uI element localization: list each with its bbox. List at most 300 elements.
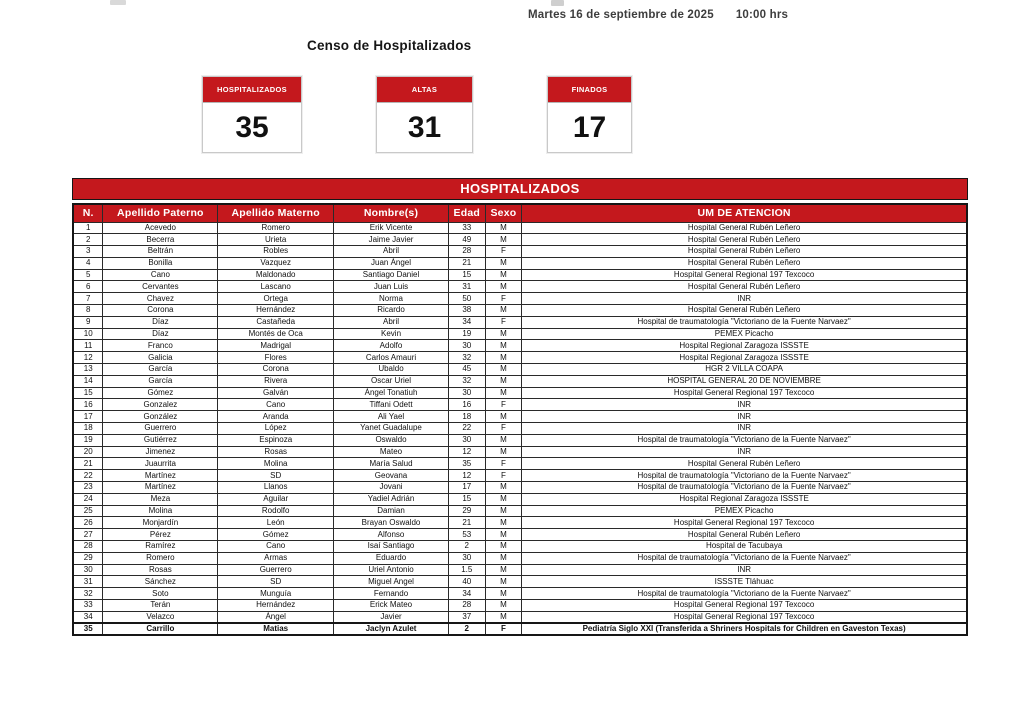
cropped-logo-artifact (551, 0, 564, 6)
table-cell: Eduardo (334, 552, 449, 564)
stat-card-label: FINADOS (548, 77, 631, 103)
table-cell: 14 (73, 375, 103, 387)
table-cell: Robles (218, 246, 334, 258)
page-title: Censo de Hospitalizados (307, 38, 472, 53)
table-cell: Aguilar (218, 493, 334, 505)
table-row (73, 493, 967, 505)
table-cell: 15 (73, 387, 103, 399)
table-cell: M (485, 234, 522, 246)
table-cell: Kevin (334, 328, 449, 340)
table-cell: Flores (218, 352, 334, 364)
table-cell: Ramírez (103, 541, 218, 553)
table-cell: Corona (103, 305, 218, 317)
table-cell: Díaz (103, 316, 218, 328)
table-cell: Hospital General Rubén Leñero (522, 458, 967, 470)
table-cell: 33 (73, 600, 103, 612)
table-cell: M (485, 281, 522, 293)
table-cell: Hospital General Rubén Leñero (522, 246, 967, 258)
table-cell: HOSPITAL GENERAL 20 DE NOVIEMBRE (522, 375, 967, 387)
table-cell: M (485, 364, 522, 376)
table-cell: 30 (448, 552, 485, 564)
table-cell: Gonzalez (103, 399, 218, 411)
table-cell: Matias (218, 623, 334, 635)
table-cell: 49 (448, 234, 485, 246)
table-cell: M (485, 269, 522, 281)
table-cell: Hospital General Regional 197 Texcoco (522, 517, 967, 529)
table-cell: Tiffani Odett (334, 399, 449, 411)
table-cell: M (485, 600, 522, 612)
table-row (73, 458, 967, 470)
column-header-edad: Edad (448, 204, 485, 222)
table-cell: 29 (448, 505, 485, 517)
table-cell: Hospital General Regional 197 Texcoco (522, 269, 967, 281)
table-row (73, 423, 967, 435)
table-cell: 22 (73, 470, 103, 482)
table-cell: 28 (448, 246, 485, 258)
census-table-section (72, 178, 968, 636)
table-cell: 19 (448, 328, 485, 340)
table-cell: 30 (448, 340, 485, 352)
table-cell: 5 (73, 269, 103, 281)
table-cell: Terán (103, 600, 218, 612)
table-cell: M (485, 588, 522, 600)
table-cell: 28 (73, 541, 103, 553)
table-cell: Hospital de traumatología "Victoriano de la Fuente Narvaez" (522, 482, 967, 494)
table-cell: León (218, 517, 334, 529)
table-cell: Yadiel Adrián (334, 493, 449, 505)
table-cell: Hospital Regional Zaragoza ISSSTE (522, 352, 967, 364)
table-cell: 12 (448, 446, 485, 458)
table-cell: F (485, 470, 522, 482)
table-cell: 21 (448, 257, 485, 269)
table-row (73, 411, 967, 423)
table-cell: Rosas (103, 564, 218, 576)
report-dateline (528, 9, 788, 21)
table-cell: PEMEX Picacho (522, 505, 967, 517)
table-row (73, 234, 967, 246)
table-cell: Carlos Amauri (334, 352, 449, 364)
table-cell: 1 (73, 222, 103, 234)
table-cell: M (485, 493, 522, 505)
table-cell: 12 (448, 470, 485, 482)
table-header-row (73, 204, 967, 222)
table-cell: Hospital de traumatología "Victoriano de la Fuente Narvaez" (522, 588, 967, 600)
table-cell: Abril (334, 246, 449, 258)
table-cell: Jovani (334, 482, 449, 494)
table-cell: Lascano (218, 281, 334, 293)
table-cell: M (485, 611, 522, 623)
table-cell: Oscar Uriel (334, 375, 449, 387)
table-cell: Ángel Tonatiuh (334, 387, 449, 399)
table-cell: Martínez (103, 482, 218, 494)
table-cell: Hospital Regional Zaragoza ISSSTE (522, 493, 967, 505)
table-cell: 38 (448, 305, 485, 317)
table-cell: 12 (73, 352, 103, 364)
table-row (73, 257, 967, 269)
stat-card-label: HOSPITALIZADOS (203, 77, 301, 103)
table-row (73, 541, 967, 553)
table-cell: Llanos (218, 482, 334, 494)
stat-card-value: 17 (572, 111, 607, 144)
table-cell: F (485, 458, 522, 470)
table-cell: Ángel (218, 611, 334, 623)
table-cell: Juan Luis (334, 281, 449, 293)
table-cell: SD (218, 576, 334, 588)
table-cell: 34 (73, 611, 103, 623)
table-cell: González (103, 411, 218, 423)
table-cell: F (485, 293, 522, 305)
column-header-n: N. (73, 204, 103, 222)
table-cell: Norma (334, 293, 449, 305)
table-cell: M (485, 375, 522, 387)
table-cell: Espinoza (218, 434, 334, 446)
table-cell: 35 (73, 623, 103, 635)
report-time: 10:00 hrs (735, 9, 789, 21)
table-cell: Hospital General Rubén Leñero (522, 305, 967, 317)
table-cell: Hospital de traumatología "Victoriano de la Fuente Narvaez" (522, 434, 967, 446)
table-cell: Hospital de Tacubaya (522, 541, 967, 553)
stat-card-hospitalizados (202, 76, 302, 153)
table-cell: López (218, 423, 334, 435)
table-cell: 21 (73, 458, 103, 470)
table-cell: Ricardo (334, 305, 449, 317)
table-cell: 26 (73, 517, 103, 529)
table-cell: Molina (218, 458, 334, 470)
table-cell: 15 (448, 269, 485, 281)
table-row (73, 505, 967, 517)
table-cell: García (103, 375, 218, 387)
table-cell: 7 (73, 293, 103, 305)
table-cell: 32 (448, 375, 485, 387)
table-row (73, 399, 967, 411)
table-cell: Hospital General Regional 197 Texcoco (522, 387, 967, 399)
column-header-um-de-atencion: UM DE ATENCION (522, 204, 967, 222)
table-cell: M (485, 505, 522, 517)
table-cell: 45 (448, 364, 485, 376)
table-cell: Hospital de traumatología "Victoriano de la Fuente Narvaez" (522, 470, 967, 482)
table-cell: 13 (73, 364, 103, 376)
table-cell: Javier (334, 611, 449, 623)
table-row (73, 588, 967, 600)
table-cell: 28 (448, 600, 485, 612)
table-cell: 33 (448, 222, 485, 234)
table-cell: Fernando (334, 588, 449, 600)
table-cell: Vazquez (218, 257, 334, 269)
table-cell: M (485, 541, 522, 553)
table-cell: 53 (448, 529, 485, 541)
table-cell: Gómez (103, 387, 218, 399)
table-cell: Juaurrita (103, 458, 218, 470)
table-cell: Armas (218, 552, 334, 564)
table-cell: Galicia (103, 352, 218, 364)
stat-card-value: 31 (407, 111, 442, 144)
table-cell: 27 (73, 529, 103, 541)
table-cell: Abril (334, 316, 449, 328)
table-cell: 1.5 (448, 564, 485, 576)
table-cell: 10 (73, 328, 103, 340)
table-cell: INR (522, 564, 967, 576)
table-row (73, 246, 967, 258)
table-row (73, 375, 967, 387)
table-cell: Jaclyn Azulet (334, 623, 449, 635)
table-cell: García (103, 364, 218, 376)
table-cell: 3 (73, 246, 103, 258)
table-cell: F (485, 246, 522, 258)
table-row (73, 269, 967, 281)
stat-card-label: ALTAS (377, 77, 472, 103)
table-row (73, 446, 967, 458)
table-cell: 9 (73, 316, 103, 328)
table-row (73, 281, 967, 293)
table-cell: Rosas (218, 446, 334, 458)
table-cell: 6 (73, 281, 103, 293)
table-cell: Soto (103, 588, 218, 600)
table-cell: 24 (73, 493, 103, 505)
table-cell: 2 (73, 234, 103, 246)
table-cell: 18 (73, 423, 103, 435)
table-cell: M (485, 222, 522, 234)
table-cell: M (485, 434, 522, 446)
table-cell: Brayan Oswaldo (334, 517, 449, 529)
table-cell: Geovana (334, 470, 449, 482)
table-cell: Cano (103, 269, 218, 281)
table-cell: 25 (73, 505, 103, 517)
table-cell: M (485, 340, 522, 352)
table-row (73, 529, 967, 541)
table-cell: F (485, 399, 522, 411)
table-cell: F (485, 423, 522, 435)
table-cell: M (485, 482, 522, 494)
table-cell: 8 (73, 305, 103, 317)
table-cell: M (485, 517, 522, 529)
table-row (73, 305, 967, 317)
table-cell: Martínez (103, 470, 218, 482)
table-cell: Uriel Antonio (334, 564, 449, 576)
table-cell: Hernández (218, 600, 334, 612)
table-cell: 17 (73, 411, 103, 423)
table-cell: Hospital de traumatología "Victoriano de la Fuente Narvaez" (522, 552, 967, 564)
stat-card-finados (547, 76, 632, 153)
table-cell: Adolfo (334, 340, 449, 352)
table-cell: Rodolfo (218, 505, 334, 517)
table-cell: 15 (448, 493, 485, 505)
table-cell: Díaz (103, 328, 218, 340)
table-cell: 32 (448, 352, 485, 364)
table-cell: Bonilla (103, 257, 218, 269)
table-cell: Mateo (334, 446, 449, 458)
table-cell: 32 (73, 588, 103, 600)
table-cell: 50 (448, 293, 485, 305)
table-row (73, 564, 967, 576)
table-cell: Gutiérrez (103, 434, 218, 446)
table-cell: Becerra (103, 234, 218, 246)
table-cell: Castañeda (218, 316, 334, 328)
table-cell: Hospital Regional Zaragoza ISSSTE (522, 340, 967, 352)
table-row (73, 316, 967, 328)
table-cell: Hospital General Rubén Leñero (522, 257, 967, 269)
table-cell: M (485, 446, 522, 458)
table-row (73, 611, 967, 623)
table-cell: 2 (448, 623, 485, 635)
table-cell: Galván (218, 387, 334, 399)
report-date: Martes 16 de septiembre de 2025 (528, 9, 714, 21)
table-cell: INR (522, 446, 967, 458)
table-row (73, 328, 967, 340)
table-cell: Hospital General Rubén Leñero (522, 222, 967, 234)
table-cell: F (485, 623, 522, 635)
table-row (73, 293, 967, 305)
table-cell: Erick Mateo (334, 600, 449, 612)
table-cell: M (485, 352, 522, 364)
table-row (73, 222, 967, 234)
table-banner: HOSPITALIZADOS (72, 178, 968, 200)
table-cell: Romero (218, 222, 334, 234)
table-cell: Aranda (218, 411, 334, 423)
column-header-sexo: Sexo (485, 204, 522, 222)
table-cell: 34 (448, 588, 485, 600)
table-cell: 31 (73, 576, 103, 588)
table-cell: M (485, 328, 522, 340)
census-table (72, 203, 968, 636)
table-cell: Molina (103, 505, 218, 517)
table-cell: Cervantes (103, 281, 218, 293)
table-cell: INR (522, 399, 967, 411)
table-cell: Corona (218, 364, 334, 376)
table-cell: Ali Yael (334, 411, 449, 423)
table-cell: Meza (103, 493, 218, 505)
table-cell: Hospital General Rubén Leñero (522, 234, 967, 246)
table-cell: 30 (73, 564, 103, 576)
table-cell: Monjardín (103, 517, 218, 529)
table-row (73, 623, 967, 635)
table-cell: 30 (448, 434, 485, 446)
table-cell: 4 (73, 257, 103, 269)
table-cell: 19 (73, 434, 103, 446)
table-cell: María Salud (334, 458, 449, 470)
table-cell: 16 (73, 399, 103, 411)
table-row (73, 600, 967, 612)
table-cell: Gómez (218, 529, 334, 541)
table-cell: Madrigal (218, 340, 334, 352)
table-cell: Maldonado (218, 269, 334, 281)
cropped-logo-artifact (110, 0, 126, 5)
stat-card-altas (376, 76, 473, 153)
table-row (73, 340, 967, 352)
table-cell: Hospital General Rubén Leñero (522, 281, 967, 293)
table-cell: Damian (334, 505, 449, 517)
table-cell: HGR 2 VILLA COAPA (522, 364, 967, 376)
table-cell: 18 (448, 411, 485, 423)
table-cell: INR (522, 411, 967, 423)
table-cell: 20 (73, 446, 103, 458)
table-cell: Carrillo (103, 623, 218, 635)
table-cell: PEMEX Picacho (522, 328, 967, 340)
column-header-nombres: Nombre(s) (334, 204, 449, 222)
table-cell: INR (522, 423, 967, 435)
table-cell: Jaime Javier (334, 234, 449, 246)
table-cell: 37 (448, 611, 485, 623)
table-cell: 40 (448, 576, 485, 588)
table-cell: Sánchez (103, 576, 218, 588)
table-cell: 11 (73, 340, 103, 352)
table-cell: Oswaldo (334, 434, 449, 446)
table-cell: Acevedo (103, 222, 218, 234)
table-cell: Hospital de traumatología "Victoriano de la Fuente Narvaez" (522, 316, 967, 328)
column-header-apellido-materno: Apellido Materno (218, 204, 334, 222)
table-cell: Isaí Santiago (334, 541, 449, 553)
table-cell: Hernández (218, 305, 334, 317)
table-cell: Erik Vicente (334, 222, 449, 234)
table-cell: Rivera (218, 375, 334, 387)
table-cell: Hospital General Rubén Leñero (522, 529, 967, 541)
table-row (73, 552, 967, 564)
table-cell: Montés de Oca (218, 328, 334, 340)
table-cell: Miguel Angel (334, 576, 449, 588)
table-cell: M (485, 529, 522, 541)
table-cell: Santiago Daniel (334, 269, 449, 281)
table-row (73, 517, 967, 529)
table-cell: 29 (73, 552, 103, 564)
table-cell: SD (218, 470, 334, 482)
table-row (73, 470, 967, 482)
table-cell: 17 (448, 482, 485, 494)
table-cell: Hospital General Regional 197 Texcoco (522, 611, 967, 623)
table-cell: 22 (448, 423, 485, 435)
table-cell: 35 (448, 458, 485, 470)
table-cell: Munguía (218, 588, 334, 600)
table-cell: Franco (103, 340, 218, 352)
table-cell: Hospital General Regional 197 Texcoco (522, 600, 967, 612)
table-cell: 2 (448, 541, 485, 553)
table-cell: ISSSTE Tláhuac (522, 576, 967, 588)
column-header-apellido-paterno: Apellido Paterno (103, 204, 218, 222)
table-cell: Pediatría Siglo XXI (Transferida a Shriners Hospitals for Children en Gaveston Texas) (522, 623, 967, 635)
table-cell: Beltrán (103, 246, 218, 258)
table-cell: Cano (218, 399, 334, 411)
table-cell: Cano (218, 541, 334, 553)
table-cell: Yanet Guadalupe (334, 423, 449, 435)
table-cell: 30 (448, 387, 485, 399)
table-cell: M (485, 387, 522, 399)
table-cell: M (485, 257, 522, 269)
table-cell: Urieta (218, 234, 334, 246)
table-cell: Romero (103, 552, 218, 564)
census-table-body (73, 222, 967, 635)
table-cell: 31 (448, 281, 485, 293)
table-cell: Ubaldo (334, 364, 449, 376)
table-cell: 34 (448, 316, 485, 328)
table-cell: Pérez (103, 529, 218, 541)
table-cell: M (485, 411, 522, 423)
table-cell: Guerrero (218, 564, 334, 576)
table-cell: 21 (448, 517, 485, 529)
table-cell: Velazco (103, 611, 218, 623)
table-row (73, 482, 967, 494)
table-row (73, 352, 967, 364)
table-row (73, 364, 967, 376)
table-cell: Jimenez (103, 446, 218, 458)
table-cell: Juan Ángel (334, 257, 449, 269)
table-cell: M (485, 576, 522, 588)
stat-card-value: 35 (235, 111, 269, 144)
table-cell: Guerrero (103, 423, 218, 435)
table-cell: 23 (73, 482, 103, 494)
table-cell: M (485, 552, 522, 564)
table-row (73, 576, 967, 588)
table-cell: Ortega (218, 293, 334, 305)
table-cell: F (485, 316, 522, 328)
table-cell: M (485, 305, 522, 317)
